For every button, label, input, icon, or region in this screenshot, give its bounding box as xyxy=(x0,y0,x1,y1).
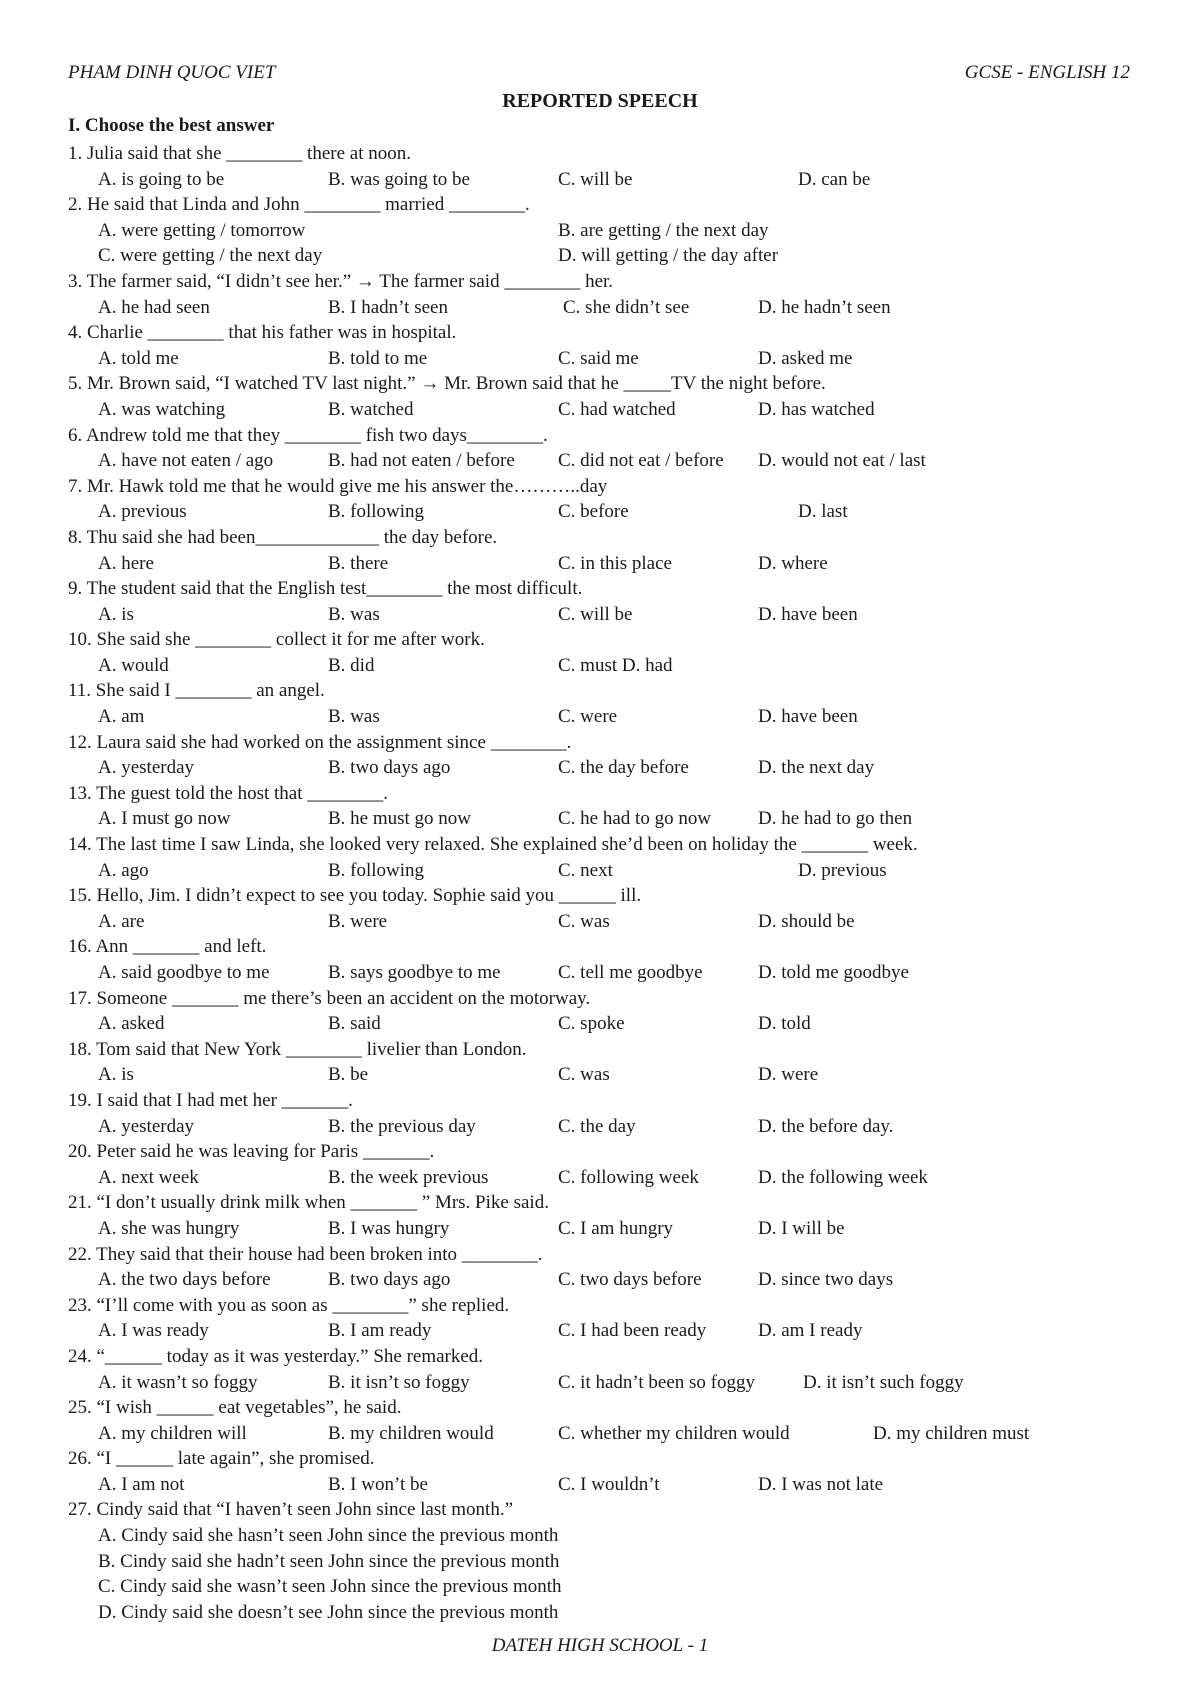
question-stem: 9. The student said that the English test________ the most difficult. xyxy=(68,578,583,600)
question-stem: 12. Laura said she had worked on the assignment since ________. xyxy=(68,731,572,753)
options-row xyxy=(68,602,1148,628)
options-row xyxy=(68,397,1148,423)
question-stem: 17. Someone _______ me there’s been an accident on the motorway. xyxy=(68,987,591,1009)
question-item xyxy=(68,1088,1148,1139)
answer-option[interactable]: C. I had been ready xyxy=(558,1320,707,1342)
question-item xyxy=(68,1139,1148,1190)
answer-option[interactable]: A. previous xyxy=(98,501,187,523)
answer-option[interactable]: B. following xyxy=(328,501,425,523)
answer-option[interactable]: D. the before day. xyxy=(758,1115,894,1137)
answer-option[interactable]: D. it isn’t such foggy xyxy=(803,1371,964,1393)
question-stem: 1. Julia said that she ________ there at noon. xyxy=(68,143,411,164)
options-row xyxy=(68,1318,1148,1344)
options-row xyxy=(68,218,1148,244)
section-title: I. Choose the best answer xyxy=(68,115,275,136)
answer-option[interactable]: A. ago xyxy=(98,859,149,881)
question-stem: 15. Hello, Jim. I didn’t expect to see you today. Sophie said you ______ ill. xyxy=(68,885,642,907)
answer-option[interactable]: C. whether my children would xyxy=(558,1422,790,1444)
answer-option[interactable]: C. spoke xyxy=(558,1013,625,1035)
answer-option[interactable]: B. following xyxy=(328,859,425,881)
question-item xyxy=(68,781,1148,832)
question-stem: 25. “I wish ______ eat vegetables”, he said. xyxy=(68,1397,402,1419)
answer-option[interactable]: A. was watching xyxy=(98,398,226,420)
options-row xyxy=(68,1062,1148,1088)
answer-option[interactable]: B. I was hungry xyxy=(328,1217,450,1239)
answer-option[interactable]: B. says goodbye to me xyxy=(328,962,501,983)
question-item xyxy=(68,141,1148,192)
answer-option[interactable]: B. watched xyxy=(328,398,414,420)
question-stem: 3. The farmer said, “I didn’t see her.” → The farmer said ________ her. xyxy=(68,270,614,292)
options-row xyxy=(68,960,1148,986)
question-stem: 7. Mr. Hawk told me that he would give me his answer the………..day xyxy=(68,475,608,497)
options-row xyxy=(68,243,1148,269)
options-row xyxy=(68,909,1148,935)
answer-option[interactable]: A. said goodbye to me xyxy=(98,962,270,983)
answer-option[interactable]: C. were xyxy=(558,706,618,728)
answer-option[interactable]: D. I will be xyxy=(758,1217,845,1239)
answer-option[interactable]: C. was xyxy=(558,1064,610,1086)
answer-option[interactable]: C. he had to go now xyxy=(558,808,712,830)
answer-option[interactable]: C. did not eat / before xyxy=(558,450,724,472)
answer-option[interactable]: A. the two days before xyxy=(98,1269,271,1291)
answer-option[interactable]: D. will getting / the day after xyxy=(558,245,779,267)
options-row xyxy=(68,1267,1148,1293)
answer-option[interactable]: A. is xyxy=(98,603,134,625)
answer-option[interactable]: A. were getting / tomorrow xyxy=(98,219,306,241)
options-row xyxy=(68,448,1148,474)
answer-option[interactable]: D. should be xyxy=(758,910,855,932)
answer-option[interactable]: A. next week xyxy=(98,1166,199,1188)
answer-option[interactable]: A. I was ready xyxy=(98,1320,209,1342)
answer-option[interactable]: A. he had seen xyxy=(98,296,210,318)
answer-option[interactable]: B. said xyxy=(328,1013,381,1035)
answer-option[interactable]: D. can be xyxy=(798,168,871,190)
answer-option[interactable]: B. he must go now xyxy=(328,808,472,830)
question-stem: 4. Charlie ________ that his father was in hospital. xyxy=(68,322,457,344)
answer-option[interactable]: B. was xyxy=(328,706,380,728)
answer-option[interactable]: C. she didn’t see xyxy=(563,296,690,318)
answer-option[interactable]: D. am I ready xyxy=(758,1320,863,1342)
question-item xyxy=(68,576,1148,627)
question-item xyxy=(68,986,1148,1037)
answer-option[interactable]: A. would xyxy=(98,654,169,676)
answer-option[interactable]: C. were getting / the next day xyxy=(98,245,323,267)
answer-option[interactable]: D. the next day xyxy=(758,757,875,779)
question-stem: 8. Thu said she had been_____________ the day before. xyxy=(68,526,498,548)
options-row xyxy=(68,295,1148,321)
options-row xyxy=(68,1165,1148,1191)
answer-option[interactable]: B. there xyxy=(328,552,389,574)
answer-option[interactable]: D. last xyxy=(798,501,848,523)
question-item xyxy=(68,371,1148,422)
answer-option[interactable]: C. before xyxy=(558,501,629,523)
question-stem: 22. They said that their house had been broken into ________. xyxy=(68,1243,543,1265)
answer-option[interactable]: B. were xyxy=(328,910,388,932)
options-row xyxy=(68,1216,1148,1242)
question-item xyxy=(68,269,1148,320)
answer-option[interactable]: D. previous xyxy=(798,859,887,881)
answer-option[interactable]: A. is going to be xyxy=(98,168,225,190)
answer-option[interactable]: A. Cindy said she hasn’t seen John since the previous month xyxy=(98,1525,559,1547)
answer-option[interactable]: D. asked me xyxy=(758,347,853,369)
question-item xyxy=(68,1242,1148,1293)
question-item xyxy=(68,678,1148,729)
question-stem: 19. I said that I had met her _______. xyxy=(68,1089,353,1111)
question-item xyxy=(68,1037,1148,1088)
answer-option[interactable]: D. were xyxy=(758,1064,819,1086)
options-row xyxy=(68,704,1148,730)
answer-option[interactable]: C. had watched xyxy=(558,398,676,420)
question-stem: 6. Andrew told me that they ________ fish two days________. xyxy=(68,424,548,446)
question-item xyxy=(68,730,1148,781)
answer-option[interactable]: C. must D. had xyxy=(558,654,673,676)
answer-option[interactable]: A. here xyxy=(98,552,154,574)
answer-option[interactable]: C. it hadn’t been so foggy xyxy=(558,1371,756,1393)
question-stem: 26. “I ______ late again”, she promised. xyxy=(68,1448,375,1470)
answer-option[interactable]: B. told to me xyxy=(328,347,428,369)
page-title: REPORTED SPEECH xyxy=(502,90,698,112)
question-stem: 5. Mr. Brown said, “I watched TV last night.” → Mr. Brown said that he _____TV the night before. xyxy=(68,373,826,395)
question-stem: 23. “I’ll come with you as soon as ________” she replied. xyxy=(68,1294,510,1316)
answer-option[interactable]: A. is xyxy=(98,1064,134,1086)
answer-option[interactable]: B. the previous day xyxy=(328,1115,476,1137)
question-item xyxy=(68,1395,1148,1446)
answer-option[interactable]: C. I am hungry xyxy=(558,1217,674,1239)
question-stem: 18. Tom said that New York ________ livelier than London. xyxy=(68,1038,527,1060)
options-row xyxy=(68,653,1148,679)
options-row xyxy=(68,346,1148,372)
options-row xyxy=(68,499,1148,525)
answer-option[interactable]: A. it wasn’t so foggy xyxy=(98,1371,258,1393)
answer-option[interactable]: C. I wouldn’t xyxy=(558,1473,660,1495)
question-item xyxy=(68,627,1148,678)
answer-option[interactable]: C. following week xyxy=(558,1166,699,1188)
answer-option[interactable]: A. asked xyxy=(98,1013,165,1035)
answer-option[interactable]: B. was going to be xyxy=(328,168,470,190)
answer-option[interactable]: B. the week previous xyxy=(328,1166,489,1188)
question-item xyxy=(68,423,1148,474)
options-row xyxy=(68,1421,1148,1447)
answer-option[interactable]: B. my children would xyxy=(328,1422,494,1444)
answer-option[interactable]: D. has watched xyxy=(758,398,875,420)
answer-option[interactable]: B. had not eaten / before xyxy=(328,450,515,472)
options-row xyxy=(68,1011,1148,1037)
question-item xyxy=(68,1446,1148,1497)
answer-option[interactable]: B. it isn’t so foggy xyxy=(328,1371,470,1393)
question-stem: 10. She said she ________ collect it for me after work. xyxy=(68,629,485,651)
answer-option[interactable]: D. my children must xyxy=(873,1422,1030,1444)
answer-option[interactable]: C. Cindy said she wasn’t seen John since the previous month xyxy=(98,1576,562,1598)
options-row xyxy=(68,858,1148,884)
options-row xyxy=(68,167,1148,193)
answer-option[interactable]: A. have not eaten / ago xyxy=(98,450,274,472)
options-row xyxy=(68,755,1148,781)
question-item xyxy=(68,474,1148,525)
answer-option[interactable]: A. my children will xyxy=(98,1422,247,1444)
question-item xyxy=(68,1344,1148,1395)
answer-option[interactable]: D. where xyxy=(758,552,828,574)
question-list xyxy=(68,141,1148,1625)
answer-option[interactable]: A. she was hungry xyxy=(98,1217,240,1239)
answer-option[interactable]: C. will be xyxy=(558,603,633,625)
answer-option[interactable]: A. are xyxy=(98,910,145,932)
answer-option[interactable]: C. will be xyxy=(558,168,633,190)
question-stem: 11. She said I ________ an angel. xyxy=(68,680,325,702)
header-course: GCSE - ENGLISH 12 xyxy=(964,62,1130,83)
question-stem: 16. Ann _______ and left. xyxy=(68,936,267,958)
answer-option[interactable]: D. have been xyxy=(758,603,858,625)
answer-option[interactable]: D. have been xyxy=(758,706,858,728)
answer-option[interactable]: B. are getting / the next day xyxy=(558,219,769,241)
answer-option[interactable]: D. Cindy said she doesn’t see John since the previous month xyxy=(98,1601,559,1623)
answer-option[interactable]: A. am xyxy=(98,706,145,728)
answer-option[interactable]: D. he had to go then xyxy=(758,808,913,830)
answer-option[interactable]: B. two days ago xyxy=(328,757,451,779)
answer-option[interactable]: D. he hadn’t seen xyxy=(758,296,891,318)
answer-option[interactable]: B. I won’t be xyxy=(328,1473,428,1495)
question-stem: 27. Cindy said that “I haven’t seen John since last month.” xyxy=(68,1499,514,1521)
answer-option[interactable]: C. in this place xyxy=(558,552,672,574)
answer-option[interactable]: B. be xyxy=(328,1064,369,1086)
answer-option[interactable]: B. two days ago xyxy=(328,1269,451,1291)
answer-option[interactable]: C. next xyxy=(558,859,613,881)
question-item xyxy=(68,934,1148,985)
answer-option[interactable]: D. I was not late xyxy=(758,1473,884,1495)
question-stem: 21. “I don’t usually drink milk when _______ ” Mrs. Pike said. xyxy=(68,1192,549,1214)
answer-option[interactable]: C. was xyxy=(558,910,610,932)
options-row xyxy=(68,1472,1148,1498)
answer-option[interactable]: A. told me xyxy=(98,347,179,369)
question-item xyxy=(68,1497,1148,1625)
question-item xyxy=(68,832,1148,883)
answer-option[interactable]: B. did xyxy=(328,654,375,676)
question-item xyxy=(68,1293,1148,1344)
answer-option[interactable]: A. yesterday xyxy=(98,757,195,779)
question-item xyxy=(68,320,1148,371)
answer-option[interactable]: C. said me xyxy=(558,347,639,369)
answer-option[interactable]: C. the day xyxy=(558,1115,636,1137)
answer-option[interactable]: A. yesterday xyxy=(98,1115,195,1137)
options-row xyxy=(68,1114,1148,1140)
answer-option[interactable]: A. I must go now xyxy=(98,808,231,830)
answer-option[interactable]: B. Cindy said she hadn’t seen John since the previous month xyxy=(98,1550,560,1572)
question-stem: 24. “______ today as it was yesterday.” She remarked. xyxy=(68,1345,484,1367)
answer-option[interactable]: D. the following week xyxy=(758,1166,928,1188)
question-item xyxy=(68,1190,1148,1241)
answer-option[interactable]: B. was xyxy=(328,603,380,625)
question-item xyxy=(68,525,1148,576)
options-row xyxy=(68,1370,1148,1396)
answer-option[interactable]: B. I am ready xyxy=(328,1320,432,1342)
header-author: PHAM DINH QUOC VIET xyxy=(68,62,276,83)
answer-option[interactable]: C. the day before xyxy=(558,757,689,779)
question-stem: 2. He said that Linda and John ________ married ________. xyxy=(68,194,530,216)
answer-option[interactable]: C. two days before xyxy=(558,1269,702,1291)
question-stem: 14. The last time I saw Linda, she looked very relaxed. She explained she’d been on holiday the _______ week. xyxy=(68,834,918,856)
answer-option[interactable]: A. I am not xyxy=(98,1473,185,1495)
question-item xyxy=(68,192,1148,269)
options-row xyxy=(68,551,1148,577)
answer-option[interactable]: D. would not eat / last xyxy=(758,450,926,472)
question-stem: 20. Peter said he was leaving for Paris _______. xyxy=(68,1141,435,1163)
answer-option[interactable]: C. tell me goodbye xyxy=(558,962,703,983)
answer-option[interactable]: D. told xyxy=(758,1013,811,1035)
question-item xyxy=(68,883,1148,934)
answer-option[interactable]: B. I hadn’t seen xyxy=(328,296,448,318)
answer-option[interactable]: D. since two days xyxy=(758,1269,894,1291)
answer-option[interactable]: D. told me goodbye xyxy=(758,962,909,983)
page-footer: DATEH HIGH SCHOOL - 1 xyxy=(491,1635,709,1656)
options-row xyxy=(68,806,1148,832)
question-stem: 13. The guest told the host that ________. xyxy=(68,782,388,804)
